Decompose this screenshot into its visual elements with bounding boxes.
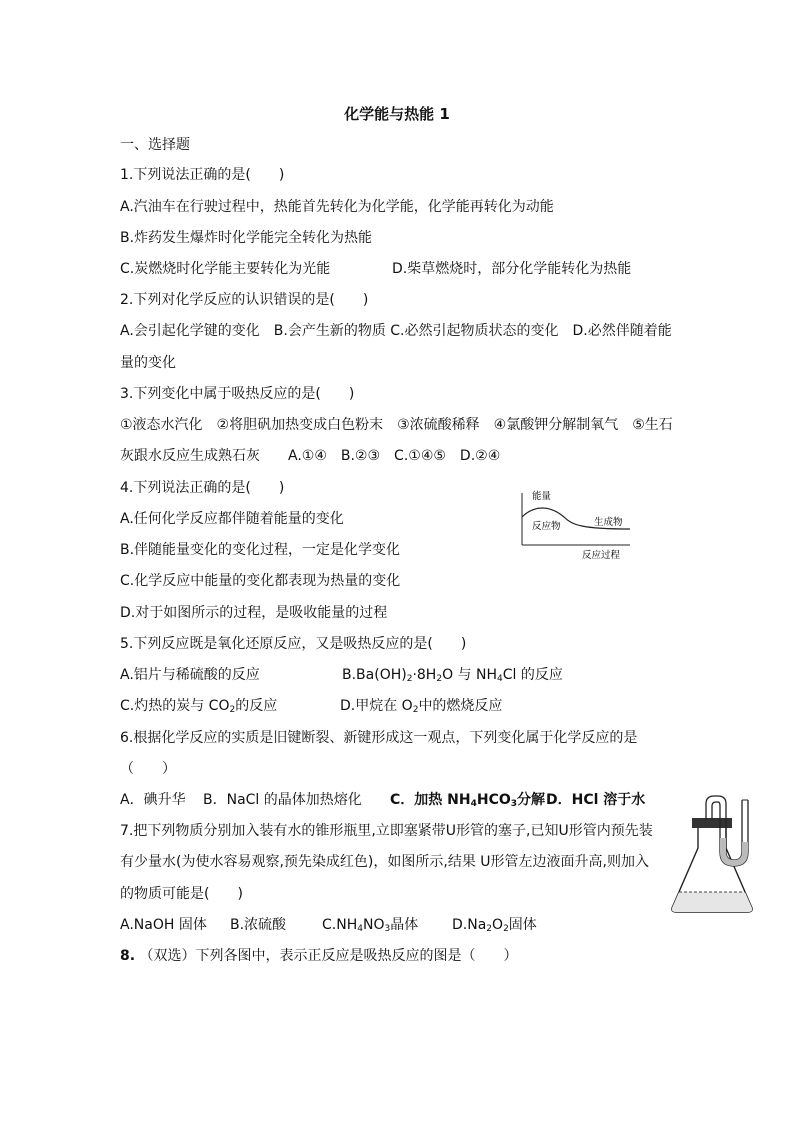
q6-option-a: A．碘升华	[120, 792, 186, 808]
q1-option-d: D.柴草燃烧时，部分化学能转化为热能	[392, 261, 632, 277]
q4-option-d: D.对于如图所示的过程，是吸收能量的过程	[120, 605, 388, 621]
q2-stem: 2.下列对化学反应的认识错误的是( )	[120, 292, 369, 308]
q6-option-b: B．NaCl 的晶体加热熔化	[203, 792, 362, 808]
q8-stem: 8. （双选）下列各图中，表示正反应是吸热反应的图是（ ）	[120, 948, 518, 964]
q2-options-line2: 量的变化	[120, 355, 176, 371]
q6-paren: （ ）	[120, 761, 176, 777]
section-heading: 一、选择题	[120, 137, 190, 153]
q1-option-b: B.炸药发生爆炸时化学能完全转化为热能	[120, 230, 373, 246]
q7-option-b: B.浓硫酸	[230, 917, 287, 933]
q3-items-line2: 灰跟水反应生成熟石灰 A.①④ B.②③ C.①④⑤ D.②④	[120, 448, 501, 464]
q1-stem: 1.下列说法正确的是( )	[120, 167, 285, 183]
q7-option-a: A.NaOH 固体	[120, 917, 207, 933]
page-title: 化学能与热能 1	[344, 105, 450, 123]
diagram-product-label: 生成物	[594, 517, 623, 528]
q5-option-a: A.铝片与稀硫酸的反应	[120, 667, 260, 683]
q5-stem: 5.下列反应既是氧化还原反应，又是吸热反应的是( )	[120, 636, 467, 652]
q4-option-b: B.伴随能量变化的变化过程，一定是化学变化	[120, 542, 401, 558]
q6-option-c: C．加热 $NH_4HCO_3$分解	[390, 792, 546, 809]
q4-option-c: C.化学反应中能量的变化都表现为热量的变化	[120, 573, 401, 589]
q6-option-d: D．HCl 溶于水	[546, 792, 646, 808]
q5-option-d: D.甲烷在 $O_2$中的燃烧反应	[340, 698, 503, 715]
q5-option-c: C.灼热的炭与 $CO_2$的反应	[120, 698, 278, 715]
q4-option-a: A.任何化学反应都伴随着能量的变化	[120, 511, 344, 527]
diagram-reactant-label: 反应物	[532, 521, 561, 532]
diagram-y-label: 能量	[532, 491, 552, 502]
q7-stem-line3: 的物质可能是( )	[120, 886, 243, 902]
q7-option-c: $C.NH_4NO_3$晶体	[322, 917, 419, 934]
q7-stem-line1: 7.把下列物质分别加入装有水的锥形瓶里,立即塞紧带U形管的塞子,已知U形管内预先装	[120, 823, 653, 839]
q1-option-c: C.炭燃烧时化学能主要转化为光能	[120, 261, 331, 277]
q4-stem: 4.下列说法正确的是( )	[120, 480, 285, 496]
q3-items-line1: ①液态水汽化 ②将胆矾加热变成白色粉末 ③浓硫酸稀释 ④氯酸钾分解制氧气 ⑤生石	[120, 417, 673, 433]
q5-option-b: $B.Ba(OH)_2\cdot 8H_2O$ 与 $NH_4Cl$ 的反应	[342, 667, 563, 684]
diagram-x-label: 反应过程	[582, 550, 621, 561]
q7-stem-line2: 有少量水(为使水容易观察,预先染成红色)，如图所示,结果 U形管左边液面升高,则加入	[120, 854, 649, 870]
energy-diagram	[512, 487, 642, 565]
flask-u-tube-apparatus	[666, 790, 762, 920]
q1-option-a: A.汽油车在行驶过程中，热能首先转化为化学能，化学能再转化为动能	[120, 199, 554, 215]
q3-stem: 3.下列变化中属于吸热反应的是( )	[120, 386, 355, 402]
q7-option-d: $D.Na_2O_2$固体	[452, 917, 537, 934]
q6-stem: 6.根据化学反应的实质是旧键断裂、新键形成这一观点，下列变化属于化学反应的是	[120, 730, 638, 746]
q2-options-line1: A.会引起化学键的变化 B.会产生新的物质 C.必然引起物质状态的变化 D.必然伴随着能	[120, 323, 672, 339]
